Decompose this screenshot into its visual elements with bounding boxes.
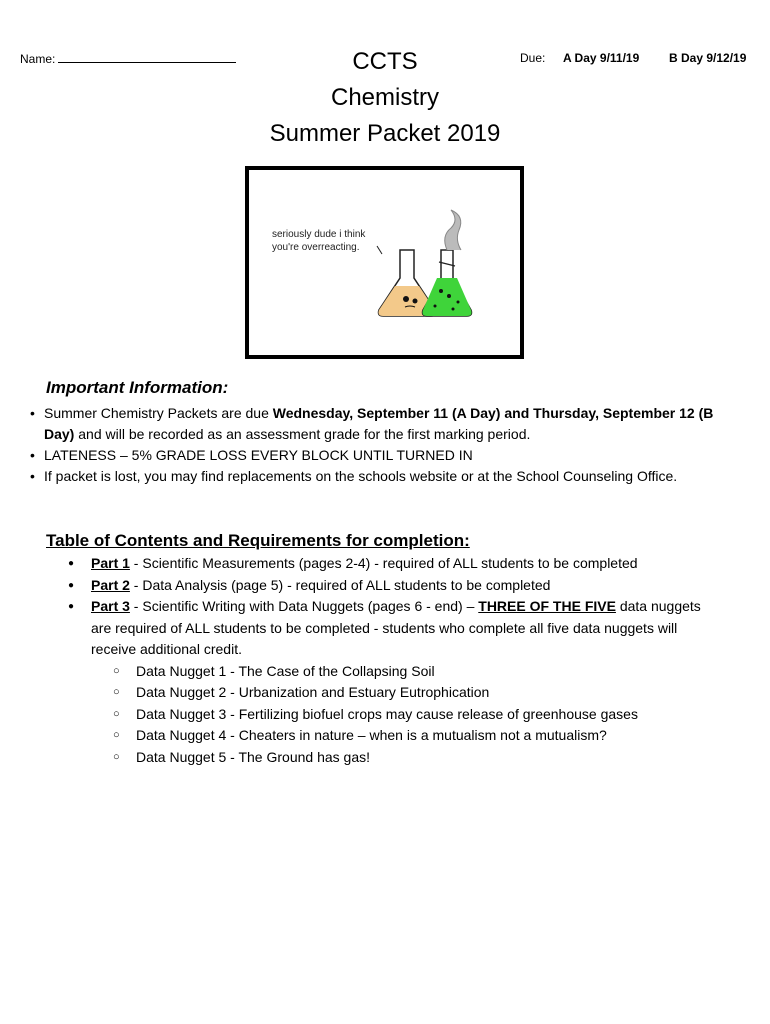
due-date-a-day: A Day 9/11/19 [563,51,640,65]
list-item: ○ Data Nugget 2 - Urbanization and Estuary Eutrophication [0,682,720,704]
toc-list [0,553,720,768]
cartoon-frame [247,168,522,357]
flask-cartoon [245,166,524,359]
important-list [0,403,740,487]
list-item: ○ Data Nugget 4 - Cheaters in nature – when is a mutualism not a mutualism? [0,725,720,747]
list-item: ○ Data Nugget 1 - The Case of the Collapsing Soil [0,661,720,683]
toc-part-2: ● Part 2 - Data Analysis (page 5) - required of ALL students to be completed [0,575,720,597]
cartoon-caption-line2: you're overreacting. [272,242,360,253]
list-item: ○ Data Nugget 3 - Fertilizing biofuel crops may cause release of greenhouse gases [0,704,720,726]
due-date-b-day: B Day 9/12/19 [669,51,747,65]
list-item: • If packet is lost, you may find replacements on the schools website or at the School Counseling Office. [0,466,740,487]
list-item: • Summer Chemistry Packets are due Wednesday, September 11 (A Day) and Thursday, September 12 (B Day) and will be recorded as an assessment grade for the first marking period. [0,403,740,445]
name-label: Name: [20,52,56,66]
title-packet: Summer Packet 2019 [269,120,501,147]
toc-heading: Table of Contents and Requirements for completion: [46,531,470,550]
cartoon-caption-line1: seriously dude i think [272,229,366,240]
due-label: Due: [520,51,546,65]
toc-part-1: ● Part 1 - Scientific Measurements (pages 2-4) - required of ALL students to be completed [0,553,720,575]
important-heading: Important Information: [46,378,229,397]
title-school: CCTS [352,48,418,75]
title-subject: Chemistry [330,84,439,111]
list-item: ○ Data Nugget 5 - The Ground has gas! [0,747,720,769]
toc-part-3: ● Part 3 - Scientific Writing with Data Nuggets (pages 6 - end) – THREE OF THE FIVE data nuggets are required of ALL students to be completed - students who complete all five data nuggets will receive additional credit. [0,596,720,661]
data-nugget-list [0,661,720,769]
list-item: • LATENESS – 5% GRADE LOSS EVERY BLOCK UNTIL TURNED IN [0,445,740,466]
